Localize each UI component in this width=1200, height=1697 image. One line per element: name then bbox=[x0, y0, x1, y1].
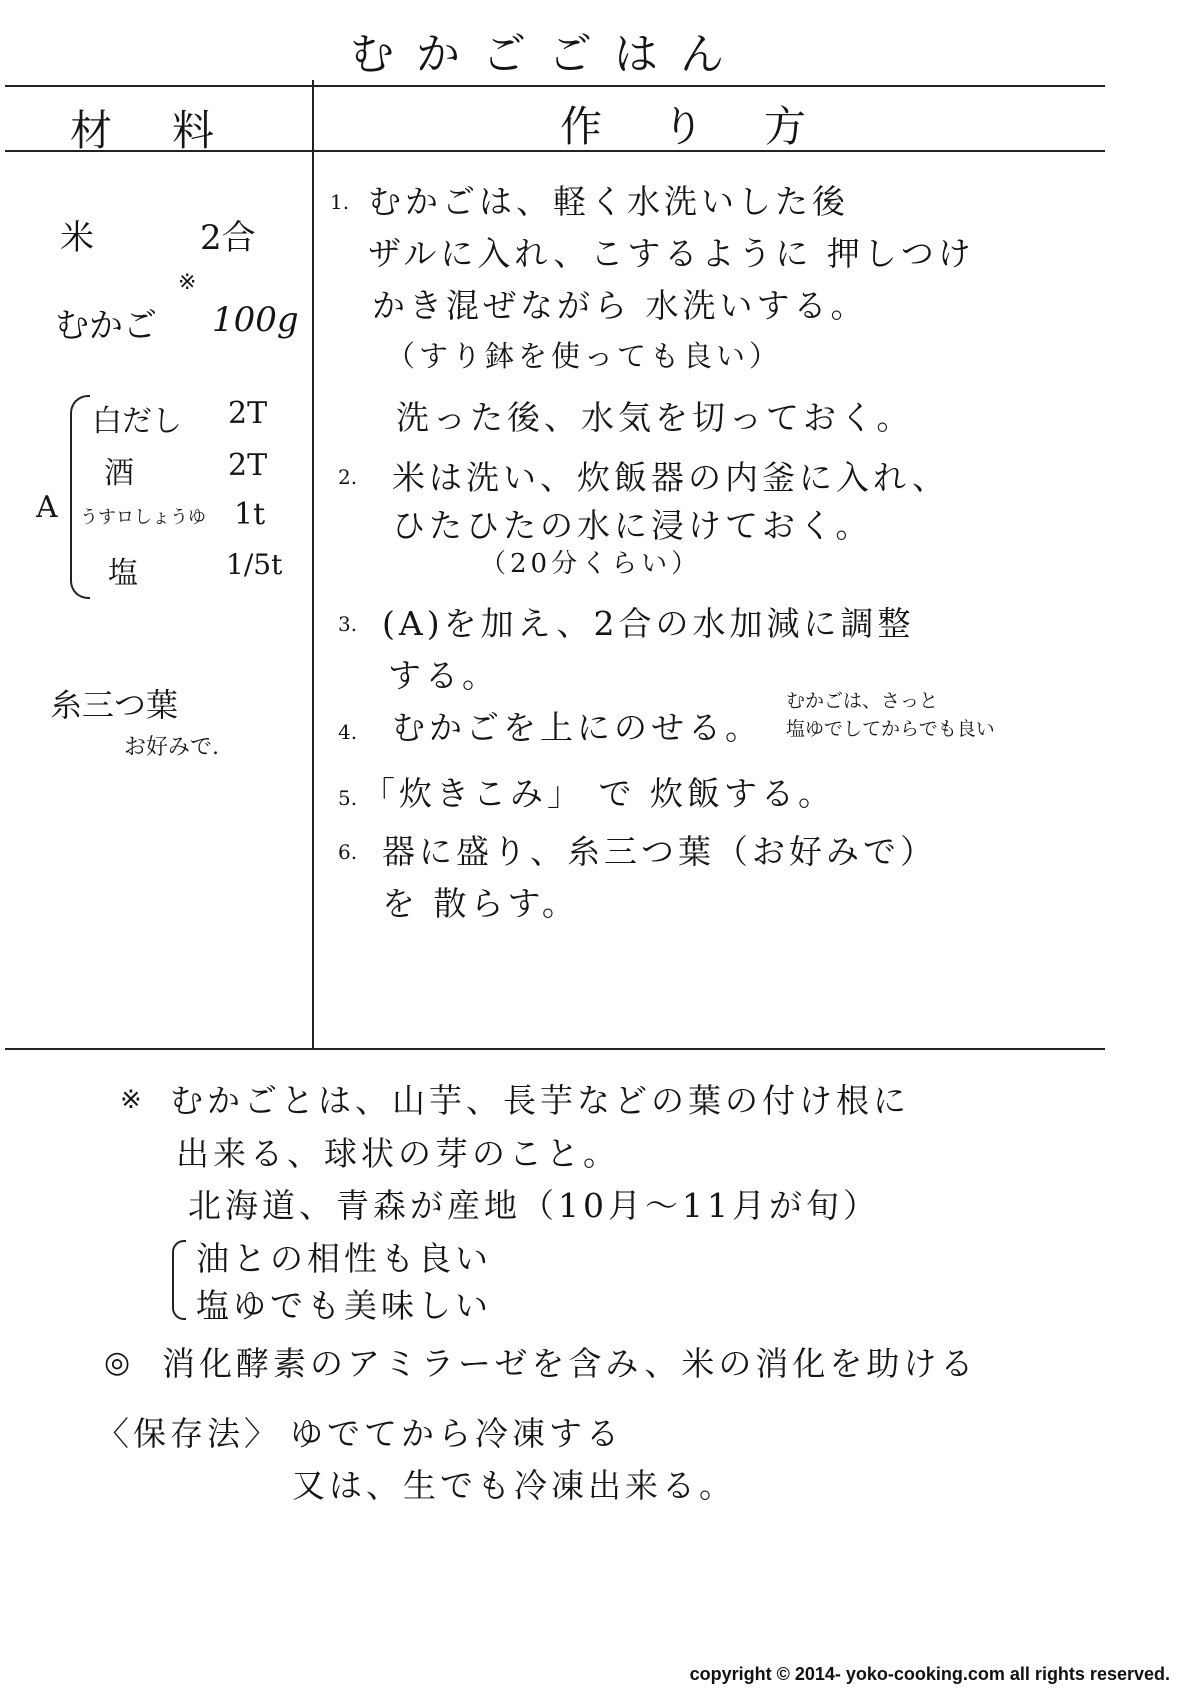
step-line: むかごを上にのせる。 bbox=[392, 708, 762, 747]
step-number: 3. bbox=[338, 612, 358, 636]
step-line: ひたひたの水に浸けておく。 bbox=[392, 506, 873, 545]
step-number: 6. bbox=[338, 840, 358, 864]
note-mark: ※ bbox=[120, 1085, 146, 1115]
group-item-qty: 1t bbox=[234, 497, 266, 532]
ingredient-mukago-name: むかご bbox=[55, 306, 157, 346]
note-bracket bbox=[172, 1240, 186, 1320]
group-item-qty: 2T bbox=[228, 448, 268, 483]
column-divider bbox=[312, 80, 314, 1048]
group-label: A bbox=[36, 490, 58, 525]
note-bracket-line: 油との相性も良い bbox=[196, 1239, 492, 1278]
ingredient-rice-name: 米 bbox=[60, 218, 94, 258]
group-item-name: うすロしょうゆ bbox=[80, 507, 206, 528]
group-item-name: 塩 bbox=[108, 556, 138, 591]
note-bracket-line: 塩ゆでも美味しい bbox=[196, 1286, 492, 1325]
step-line: 器に盛り、糸三つ葉（お好みで） bbox=[382, 832, 937, 871]
note-line: 北海道、青森が産地（10月～11月が旬） bbox=[188, 1186, 880, 1225]
enzyme-note: 消化酵素のアミラーゼを含み、米の消化を助ける bbox=[162, 1344, 978, 1383]
step-line: （20分くらい） bbox=[480, 549, 702, 579]
copyright-footer: copyright © 2014- yoko-cooking.com all rights reserved. bbox=[689, 1664, 1170, 1684]
step-aside: むかごは、さっと bbox=[786, 690, 939, 712]
step-aside: 塩ゆでしてからでも良い bbox=[786, 718, 995, 740]
ingredient-mitsuba-name: 糸三つ葉 bbox=[50, 686, 179, 724]
step-line: 「炊きこみ」 で 炊飯する。 bbox=[362, 774, 835, 813]
ingredient-mukago-mark: ※ bbox=[178, 270, 197, 295]
storage-label: 〈保存法〉 bbox=[96, 1414, 281, 1453]
note-line: むかごとは、山芋、長芋などの葉の付け根に bbox=[170, 1081, 910, 1120]
group-item-qty: 1/5t bbox=[226, 548, 283, 581]
step-line: 洗った後、水気を切っておく。 bbox=[396, 398, 914, 437]
step-line: かき混ぜながら 水洗いする。 bbox=[372, 286, 868, 325]
group-item-name: 白だし bbox=[92, 404, 182, 439]
step-line: 米は洗い、炊飯器の内釜に入れ、 bbox=[392, 458, 949, 497]
page-title: むかごごはん bbox=[350, 29, 746, 80]
step-line: ザルに入れ、こするように 押しつけ bbox=[368, 234, 975, 273]
ingredient-mitsuba-note: お好みで. bbox=[124, 735, 219, 760]
step-number: 4. bbox=[338, 720, 358, 744]
ingredients-header: 材料 bbox=[70, 106, 275, 155]
group-item-name: 酒 bbox=[104, 456, 134, 491]
storage-line: 又は、生でも冷凍出来る。 bbox=[292, 1466, 736, 1505]
step-line: （すり鉢を使っても良い） bbox=[386, 339, 783, 373]
ingredient-rice-qty: 2合 bbox=[200, 218, 256, 258]
step-number: 2. bbox=[338, 465, 358, 489]
step-line: むかごは、軽く水洗いした後 bbox=[368, 182, 849, 221]
step-number: 5. bbox=[338, 786, 358, 810]
note-line: 出来る、球状の芽のこと。 bbox=[176, 1134, 620, 1173]
table-top-rule bbox=[5, 85, 1105, 87]
storage-line: ゆでてから冷凍する bbox=[290, 1414, 623, 1453]
step-line: (A)を加え、2合の水加減に調整 bbox=[382, 604, 915, 643]
group-brace bbox=[70, 395, 90, 599]
method-header: 作り方 bbox=[560, 102, 867, 151]
step-line: する。 bbox=[388, 656, 499, 695]
step-line: を 散らす。 bbox=[382, 884, 579, 923]
group-item-qty: 2T bbox=[228, 396, 268, 431]
ingredient-mukago-qty: 100g bbox=[212, 300, 299, 340]
step-number: 1. bbox=[330, 190, 350, 214]
table-bottom-rule bbox=[5, 1048, 1105, 1050]
double-circle-mark: ◎ bbox=[104, 1345, 135, 1380]
